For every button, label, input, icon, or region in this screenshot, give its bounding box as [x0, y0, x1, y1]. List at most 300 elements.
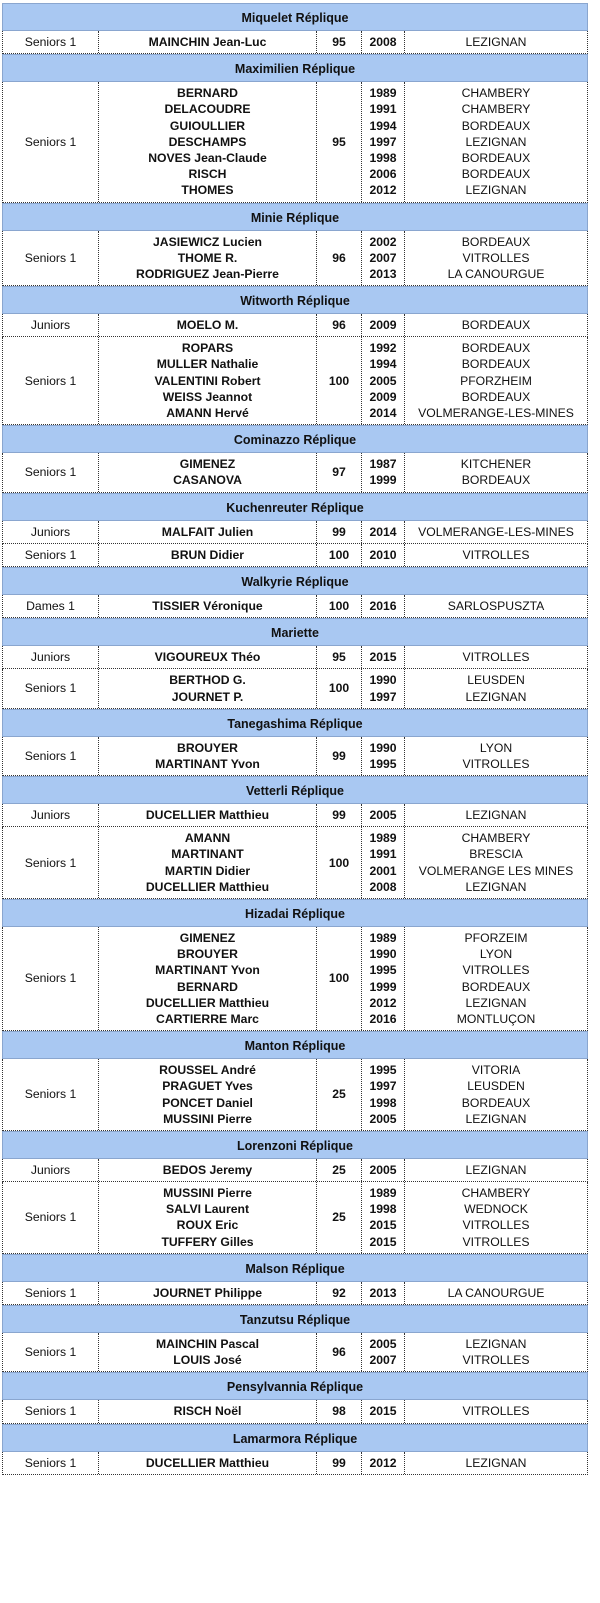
category-label: Seniors 1	[24, 748, 77, 763]
category-label: Seniors 1	[24, 971, 77, 986]
names-cell	[99, 337, 317, 424]
shooter-name: AMANN Hervé	[166, 406, 249, 420]
shooter-name: WEISS Jeannot	[162, 389, 253, 404]
record-year: 2007	[369, 250, 397, 265]
score-value: 100	[328, 971, 350, 986]
category-cell	[3, 521, 99, 543]
score-cell	[317, 1282, 362, 1304]
score-value: 25	[332, 1087, 346, 1102]
score-value: 100	[328, 681, 350, 696]
table-row	[2, 827, 588, 899]
score-value: 92	[332, 1285, 346, 1300]
record-year: 2005	[369, 1162, 397, 1177]
category-cell	[3, 737, 99, 775]
record-place: VITROLLES	[462, 547, 530, 562]
table-row	[2, 544, 588, 567]
shooter-name: PONCET Daniel	[162, 1095, 253, 1110]
category-label: Juniors	[30, 650, 71, 665]
years-cell	[362, 827, 405, 898]
record-place: LEZIGNAN	[465, 879, 527, 894]
record-place: LEZIGNAN	[465, 808, 527, 823]
places-cell	[405, 927, 587, 1030]
record-year: 2008	[369, 879, 397, 894]
shooter-name: DUCELLIER Matthieu	[145, 995, 270, 1010]
shooter-name: THOME R.	[177, 250, 238, 265]
score-value: 99	[332, 748, 346, 763]
category-label: Seniors 1	[24, 1210, 77, 1225]
record-year: 1994	[369, 357, 397, 372]
places-cell	[405, 82, 587, 201]
score-value: 100	[328, 598, 350, 613]
shooter-name: BRUN Didier	[170, 547, 245, 562]
record-year: 1994	[369, 118, 397, 133]
table-row	[2, 82, 588, 202]
record-year: 1989	[369, 1186, 397, 1201]
category-cell	[3, 1333, 99, 1371]
score-value: 95	[332, 650, 346, 665]
record-year: 1997	[369, 1079, 397, 1094]
years-cell	[362, 1400, 405, 1422]
score-cell	[317, 1182, 362, 1253]
category-cell	[3, 31, 99, 53]
shooter-name: AMANN	[184, 831, 231, 846]
record-year: 1997	[369, 689, 397, 704]
shooter-name: RISCH Noël	[173, 1404, 242, 1419]
record-year: 2009	[369, 389, 397, 404]
score-cell	[317, 231, 362, 286]
record-place: CHAMBERY	[461, 102, 531, 117]
shooter-name: GIMENEZ	[179, 931, 236, 945]
record-year: 1998	[369, 1202, 397, 1217]
names-cell	[99, 1159, 317, 1181]
record-place: VOLMERANGE-LES-MINES	[418, 406, 574, 420]
record-year: 1999	[369, 979, 397, 994]
record-year: 1990	[369, 673, 397, 688]
section-title: Lorenzoni Réplique	[2, 1131, 588, 1159]
names-cell	[99, 595, 317, 617]
score-cell	[317, 1059, 362, 1130]
shooter-name: MULLER Nathalie	[156, 357, 259, 372]
table-row	[2, 1333, 588, 1372]
section-title: Walkyrie Réplique	[2, 567, 588, 595]
places-cell	[405, 231, 587, 286]
section-title: Witworth Réplique	[2, 286, 588, 314]
score-cell	[317, 646, 362, 668]
record-place: LEUSDEN	[467, 673, 525, 688]
record-place: LEZIGNAN	[465, 1337, 527, 1351]
score-cell	[317, 1333, 362, 1371]
table-row	[2, 669, 588, 708]
names-cell	[99, 314, 317, 336]
score-value: 95	[332, 134, 346, 149]
table-row	[2, 231, 588, 287]
names-cell	[99, 1182, 317, 1253]
years-cell	[362, 804, 405, 826]
shooter-name: MARTINANT Yvon	[155, 756, 260, 771]
section-title: Tanzutsu Réplique	[2, 1305, 588, 1333]
score-cell	[317, 314, 362, 336]
names-cell	[99, 804, 317, 826]
record-year: 1991	[369, 102, 397, 117]
record-place: PFORZHEIM	[460, 373, 532, 388]
record-year: 2012	[369, 1455, 397, 1470]
record-year: 2008	[369, 35, 397, 49]
places-cell	[405, 595, 587, 617]
years-cell	[362, 544, 405, 566]
record-section	[2, 899, 588, 1031]
score-value: 100	[328, 855, 350, 870]
places-cell	[405, 737, 587, 775]
score-value: 96	[332, 1345, 346, 1360]
shooter-name: MOELO M.	[176, 318, 239, 333]
record-section	[2, 1372, 588, 1423]
score-cell	[317, 521, 362, 543]
record-place: VITROLLES	[462, 963, 530, 978]
record-place: CHAMBERY	[461, 831, 531, 846]
record-year: 1989	[369, 831, 397, 846]
shooter-name: THOMES	[181, 183, 234, 198]
table-row	[2, 804, 588, 827]
record-year: 1990	[369, 740, 397, 755]
years-cell	[362, 1059, 405, 1130]
score-cell	[317, 1400, 362, 1422]
places-cell	[405, 646, 587, 668]
record-place: CHAMBERY	[461, 86, 531, 101]
record-year: 1989	[369, 86, 397, 101]
record-section	[2, 1131, 588, 1254]
record-place: WEDNOCK	[464, 1202, 528, 1217]
record-year: 2005	[369, 808, 397, 823]
score-cell	[317, 1159, 362, 1181]
section-title: Hizadai Réplique	[2, 899, 588, 927]
record-place: BRESCIA	[469, 847, 523, 862]
category-cell	[3, 827, 99, 898]
record-place: PFORZEIM	[464, 931, 528, 945]
shooter-name: SALVI Laurent	[165, 1202, 250, 1217]
record-place: BORDEAUX	[461, 234, 531, 249]
record-place: BORDEAUX	[461, 150, 531, 165]
names-cell	[99, 1059, 317, 1130]
names-cell	[99, 1282, 317, 1304]
record-year: 1995	[369, 1063, 397, 1078]
record-year: 2014	[369, 524, 397, 539]
category-label: Seniors 1	[24, 250, 77, 265]
table-row	[2, 314, 588, 337]
score-cell	[317, 1452, 362, 1474]
records-table	[2, 3, 588, 1475]
category-label: Juniors	[30, 524, 71, 539]
years-cell	[362, 927, 405, 1030]
record-place: BORDEAUX	[461, 1095, 531, 1110]
category-label: Seniors 1	[24, 681, 77, 696]
shooter-name: BERNARD	[177, 86, 238, 101]
record-year: 1989	[369, 931, 397, 945]
shooter-name: TISSIER Véronique	[152, 598, 263, 613]
table-row	[2, 1400, 588, 1423]
record-section	[2, 1031, 588, 1131]
section-title: Malson Réplique	[2, 1254, 588, 1282]
shooter-name: LOUIS José	[173, 1353, 242, 1368]
shooter-name: VIGOUREUX Théo	[154, 650, 261, 665]
shooter-name: GIMENEZ	[179, 457, 236, 472]
shooter-name: MALFAIT Julien	[161, 524, 254, 539]
shooter-name: MARTINANT	[171, 847, 244, 862]
record-year: 1995	[369, 963, 397, 978]
category-cell	[3, 453, 99, 491]
record-year: 2010	[369, 547, 397, 562]
names-cell	[99, 31, 317, 53]
table-row	[2, 595, 588, 618]
years-cell	[362, 453, 405, 491]
shooter-name: BERNARD	[177, 979, 238, 994]
shooter-name: ROUSSEL André	[159, 1063, 256, 1078]
record-place: VOLMERANGE-LES-MINES	[418, 524, 574, 539]
shooter-name: CARTIERRE Marc	[156, 1011, 259, 1026]
record-place: LEZIGNAN	[465, 1455, 527, 1470]
section-title: Maximilien Réplique	[2, 54, 588, 82]
shooter-name: MAINCHIN Jean-Luc	[148, 35, 267, 49]
years-cell	[362, 1282, 405, 1304]
places-cell	[405, 669, 587, 707]
record-year: 1995	[369, 756, 397, 771]
record-year: 2001	[369, 863, 397, 878]
score-cell	[317, 31, 362, 53]
places-cell	[405, 337, 587, 424]
section-title: Kuchenreuter Réplique	[2, 493, 588, 521]
shooter-name: MUSSINI Pierre	[163, 1186, 252, 1201]
record-year: 2005	[369, 1337, 397, 1351]
category-cell	[3, 595, 99, 617]
places-cell	[405, 544, 587, 566]
years-cell	[362, 646, 405, 668]
shooter-name: BROUYER	[177, 740, 238, 755]
shooter-name: ROPARS	[181, 341, 234, 356]
places-cell	[405, 1282, 587, 1304]
shooter-name: RODRIGUEZ Jean-Pierre	[136, 266, 279, 281]
record-year: 2012	[369, 183, 397, 198]
shooter-name: DELACOUDRE	[164, 102, 251, 117]
record-year: 2012	[369, 995, 397, 1010]
section-title: Tanegashima Réplique	[2, 709, 588, 737]
table-row	[2, 1159, 588, 1182]
record-year: 2014	[369, 406, 397, 420]
record-place: VITORIA	[471, 1063, 521, 1078]
record-place: LYON	[479, 947, 513, 962]
places-cell	[405, 1333, 587, 1371]
record-place: LEUSDEN	[467, 1079, 525, 1094]
category-cell	[3, 1182, 99, 1253]
table-row	[2, 31, 588, 54]
category-cell	[3, 544, 99, 566]
category-cell	[3, 669, 99, 707]
score-cell	[317, 737, 362, 775]
record-place: VITROLLES	[462, 1234, 530, 1249]
years-cell	[362, 669, 405, 707]
shooter-name: DUCELLIER Matthieu	[145, 1455, 270, 1470]
record-section	[2, 567, 588, 618]
names-cell	[99, 1400, 317, 1422]
record-section	[2, 286, 588, 425]
record-place: LEZIGNAN	[465, 1111, 527, 1126]
record-place: BORDEAUX	[461, 473, 531, 488]
record-place: BORDEAUX	[461, 979, 531, 994]
places-cell	[405, 1400, 587, 1422]
score-cell	[317, 337, 362, 424]
score-cell	[317, 804, 362, 826]
years-cell	[362, 31, 405, 53]
record-year: 1991	[369, 847, 397, 862]
record-year: 2002	[369, 234, 397, 249]
record-place: VOLMERANGE LES MINES	[418, 863, 574, 878]
category-label: Seniors 1	[24, 547, 77, 562]
score-value: 25	[332, 1162, 346, 1177]
record-section	[2, 776, 588, 899]
years-cell	[362, 595, 405, 617]
record-place: LYON	[479, 740, 513, 755]
places-cell	[405, 31, 587, 53]
years-cell	[362, 521, 405, 543]
category-label: Juniors	[30, 1162, 71, 1177]
category-cell	[3, 1159, 99, 1181]
shooter-name: JOURNET P.	[171, 689, 244, 704]
record-year: 2005	[369, 373, 397, 388]
section-title: Vetterli Réplique	[2, 776, 588, 804]
record-place: VITROLLES	[462, 1353, 530, 1368]
category-label: Juniors	[30, 808, 71, 823]
shooter-name: BROUYER	[177, 947, 238, 962]
section-title: Lamarmora Réplique	[2, 1424, 588, 1452]
category-cell	[3, 804, 99, 826]
table-row	[2, 521, 588, 544]
category-label: Dames 1	[26, 598, 75, 613]
shooter-name: DUCELLIER Matthieu	[145, 808, 270, 823]
record-year: 2013	[369, 1285, 397, 1300]
shooter-name: PRAGUET Yves	[162, 1079, 253, 1094]
category-cell	[3, 1400, 99, 1422]
record-place: BORDEAUX	[461, 389, 531, 404]
record-section	[2, 618, 588, 709]
record-place: BORDEAUX	[461, 357, 531, 372]
record-place: BORDEAUX	[461, 118, 531, 133]
category-label: Seniors 1	[24, 373, 77, 388]
places-cell	[405, 314, 587, 336]
shooter-name: MARTINANT Yvon	[155, 963, 260, 978]
score-value: 96	[332, 250, 346, 265]
score-value: 100	[328, 373, 350, 388]
record-place: VITROLLES	[462, 650, 530, 665]
section-title: Mariette	[2, 618, 588, 646]
names-cell	[99, 231, 317, 286]
places-cell	[405, 453, 587, 491]
record-year: 2015	[369, 1404, 397, 1419]
record-place: VITROLLES	[462, 1218, 530, 1233]
record-place: VITROLLES	[462, 1404, 530, 1419]
record-section	[2, 3, 588, 54]
table-row	[2, 1182, 588, 1254]
places-cell	[405, 521, 587, 543]
shooter-name: RISCH	[188, 167, 227, 182]
record-year: 1998	[369, 150, 397, 165]
record-place: KITCHENER	[460, 457, 532, 472]
score-cell	[317, 544, 362, 566]
shooter-name: TUFFERY Gilles	[161, 1234, 254, 1249]
record-place: VITROLLES	[462, 250, 530, 265]
category-cell	[3, 1059, 99, 1130]
record-place: CHAMBERY	[461, 1186, 531, 1201]
shooter-name: GUIOULLIER	[169, 118, 246, 133]
table-row	[2, 337, 588, 425]
record-year: 2015	[369, 1218, 397, 1233]
shooter-name: VALENTINI Robert	[154, 373, 261, 388]
table-row	[2, 1059, 588, 1131]
record-year: 2007	[369, 1353, 397, 1368]
category-label: Seniors 1	[24, 1455, 77, 1470]
record-year: 2005	[369, 1111, 397, 1126]
years-cell	[362, 1333, 405, 1371]
places-cell	[405, 1452, 587, 1474]
category-cell	[3, 82, 99, 201]
section-title: Minie Réplique	[2, 203, 588, 231]
record-place: LEZIGNAN	[465, 1162, 527, 1177]
table-row	[2, 646, 588, 669]
record-section	[2, 1305, 588, 1372]
shooter-name: JOURNET Philippe	[152, 1285, 263, 1300]
table-row	[2, 1452, 588, 1475]
names-cell	[99, 927, 317, 1030]
record-year: 1987	[369, 457, 397, 472]
score-value: 25	[332, 1210, 346, 1225]
shooter-name: JASIEWICZ Lucien	[152, 234, 263, 249]
shooter-name: CASANOVA	[173, 473, 242, 488]
category-label: Seniors 1	[24, 465, 77, 480]
section-title: Pensylvannia Réplique	[2, 1372, 588, 1400]
shooter-name: MAINCHIN Pascal	[156, 1337, 259, 1351]
record-place: MONTLUÇON	[456, 1011, 536, 1026]
score-cell	[317, 82, 362, 201]
category-cell	[3, 927, 99, 1030]
record-section	[2, 1424, 588, 1475]
category-label: Seniors 1	[24, 1087, 77, 1102]
score-value: 99	[332, 808, 346, 823]
category-cell	[3, 231, 99, 286]
names-cell	[99, 669, 317, 707]
category-label: Seniors 1	[24, 1345, 77, 1360]
places-cell	[405, 1059, 587, 1130]
names-cell	[99, 82, 317, 201]
category-cell	[3, 337, 99, 424]
score-cell	[317, 453, 362, 491]
record-place: BORDEAUX	[461, 341, 531, 356]
record-year: 1997	[369, 134, 397, 149]
record-place: LA CANOURGUE	[447, 266, 545, 281]
names-cell	[99, 521, 317, 543]
names-cell	[99, 453, 317, 491]
table-row	[2, 737, 588, 776]
score-value: 98	[332, 1404, 346, 1419]
score-value: 96	[332, 318, 346, 333]
category-cell	[3, 1282, 99, 1304]
shooter-name: MARTIN Didier	[164, 863, 251, 878]
shooter-name: MUSSINI Pierre	[163, 1111, 252, 1126]
record-place: VITROLLES	[462, 756, 530, 771]
section-title: Miquelet Réplique	[2, 3, 588, 31]
score-value: 99	[332, 1455, 346, 1470]
record-year: 1992	[369, 341, 397, 356]
record-place: LEZIGNAN	[465, 995, 527, 1010]
record-year: 1999	[369, 473, 397, 488]
names-cell	[99, 737, 317, 775]
names-cell	[99, 646, 317, 668]
